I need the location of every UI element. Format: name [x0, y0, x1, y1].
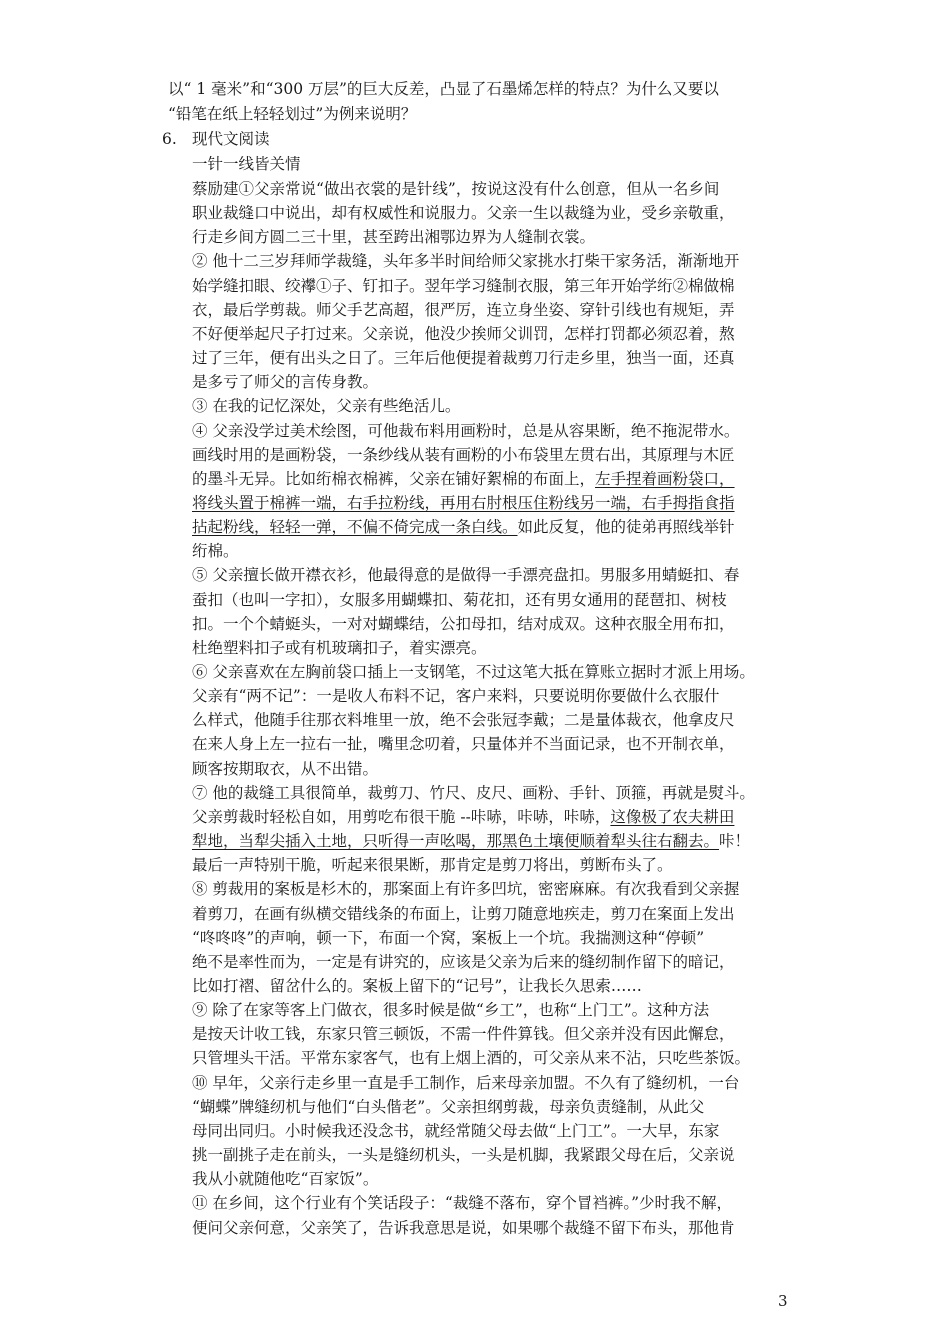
article-line [192, 1047, 750, 1069]
article-line [192, 661, 755, 683]
line-text: 职业裁缝口中说出，却有权威性和说服力。父亲一生以裁缝为业，受乡亲敬重， [192, 204, 735, 223]
article-line [192, 903, 735, 925]
line-text: 只管埋头干活。平常东家客气，也有上烟上酒的，可父亲从来不沾，只吃些茶饭。 [192, 1049, 751, 1068]
underlined-phrase: 将线头置于棉裤一端，右手拉粉线，再用右肘根压住粉线另一端，右手拇指食指 [192, 493, 735, 512]
line-text: 在来人身上左一拉右一扯，嘴里念叨着，只量体并不当面记录，也不开制衣单， [192, 735, 735, 754]
article-line [192, 299, 735, 321]
line-text: 是按天计收工钱，东家只管三顿饭，不需一件件算钱。但父亲并没有因此懈怠， [192, 1025, 735, 1044]
article-line [192, 226, 595, 248]
question-line-1: 以“ 1 毫米”和“300 万层”的巨大反差，凸显了石墨烯怎样的特点？为什么又要以 [168, 80, 719, 98]
article-line [192, 999, 709, 1021]
line-text: 最后一声特别干脆，听起来很果断，那肯定是剪刀将出，剪断布头了。 [192, 856, 673, 875]
article-line [192, 1217, 735, 1239]
line-text: 挑一副挑子走在前头，一头是缝纫机头，一头是机脚，我紧跟父母在后，父亲说 [192, 1146, 735, 1164]
line-text: 便问父亲何意，父亲笑了，告诉我意思是说，如果哪个裁缝不留下布头，那他肯 [192, 1218, 735, 1237]
line-text: 如此反复，他的徒弟再照线举针 [517, 518, 735, 537]
section-number: 6. [162, 130, 177, 148]
line-text: 不好便举起尺子打过来。父亲说，他没少挨师父训罚，怎样打罚都必须忍着，熬 [192, 324, 735, 343]
article-line [192, 878, 739, 900]
line-text: 么样式，他随手往那衣料堆里一放，绝不会张冠李戴；二是量体裁衣，他拿皮尺 [192, 711, 735, 730]
line-text: 绝不是率性而为，一定是有讲究的，应该是父亲为后来的缝纫制作留下的暗记， [192, 952, 735, 971]
article-line [192, 178, 719, 200]
line-text: 过了三年，便有出头之日了。三年后他便提着裁剪刀行走乡里，独当一面，还真 [192, 349, 735, 367]
page-number: 3 [778, 1292, 788, 1310]
article-line [192, 420, 739, 442]
article-line [192, 709, 735, 731]
article-line [192, 516, 735, 538]
article-line [192, 202, 735, 224]
line-text: 画线时用的是画粉袋，一条纱线从装有画粉的小布袋里左贯右出，其原理与木匠 [192, 445, 735, 464]
line-text: 杜绝塑料扣子或有机玻璃扣子，着实漂亮。 [192, 638, 487, 657]
line-text: 始学缝扣眼、绞襻①子、钉扣子。翌年学习缝制衣服，第三年开始学绗②棉做棉 [192, 276, 735, 295]
article-line [192, 564, 739, 586]
line-text: ④ 父亲没学过美术绘图，可他裁布料用画粉时，总是从容果断，绝不拖泥带水。 [192, 421, 740, 440]
line-text: 绗棉。 [192, 542, 239, 561]
article-line [192, 951, 735, 973]
article-line [192, 1120, 719, 1142]
line-text: ⑩ 早年，父亲行走乡里一直是手工制作，后来母亲加盟。不久有了缝纫机，一台 [192, 1073, 740, 1092]
article-line [192, 250, 739, 272]
article-line [192, 492, 735, 514]
article-line [192, 589, 727, 611]
line-text: 扣。一个个蜻蜓头，一对对蝴蝶结，公扣母扣，结对成双。这种衣服全用布扣， [192, 614, 735, 633]
article-line [192, 927, 704, 949]
underlined-phrase: 这像极了农夫耕田 [610, 807, 735, 826]
article-line [192, 637, 487, 659]
article-line [192, 444, 735, 466]
article-line [192, 1168, 378, 1190]
article-line [192, 323, 735, 345]
underlined-phrase: 左手捏着画粉袋口， [595, 469, 735, 488]
article-title: 一针一线皆关情 [192, 155, 301, 173]
line-text: 的墨斗无异。比如绗棉衣棉裤，父亲在铺好絮棉的布面上， [192, 469, 596, 488]
article-line [192, 371, 378, 393]
article-line [192, 830, 750, 852]
article-line [192, 1023, 735, 1045]
line-text: ⑪ 在乡间，这个行业有个笑话段子：“裁缝不落布，穿个冒裆裤。”少时我不解， [192, 1194, 733, 1213]
line-text: 着剪刀，在画有纵横交错线条的布面上，让剪刀随意地疾走，剪刀在案面上发出 [192, 904, 735, 923]
article-line [192, 1072, 739, 1094]
line-text: ③ 在我的记忆深处，父亲有些绝活儿。 [192, 397, 461, 416]
line-text: 衣，最后学剪裁。师父手艺高超，很严厉，连立身坐姿、穿针引线也有规矩，弄 [192, 300, 735, 319]
article-line [192, 613, 735, 635]
line-text: 蔡励建①父亲常说“做出衣裳的是针线”，按说这没有什么创意，但从一名乡间 [192, 180, 720, 198]
article-line [192, 758, 378, 780]
line-text: ⑥ 父亲喜欢在左胸前袋口插上一支钢笔，不过这笔大抵在算账立据时才派上用场。 [192, 663, 755, 681]
line-text: 我从小就随他吃“百家饭”。 [192, 1170, 379, 1189]
line-text: 顾客按期取衣，从不出错。 [192, 759, 379, 778]
article-line [192, 733, 735, 755]
line-text: 父亲剪裁时轻松自如，用剪吃布很干脆 --咔哧，咔哧，咔哧， [192, 807, 611, 826]
line-text: ⑨ 除了在家等客上门做衣，很多时候是做“乡工”，也称“上门工”。这种方法 [192, 1001, 710, 1020]
underlined-phrase: 犁地，当犁尖插入土地，只听得一声吆喝，那黑色土壤便顺着犁头往右翻去。 [192, 832, 720, 850]
article-line [192, 854, 673, 876]
line-text: 父亲有“两不记”：一是收人布料不记，客户来料，只要说明你要做什么衣服什 [192, 687, 720, 706]
article-line [192, 975, 642, 997]
line-text: “蝴蝶”牌缝纫机与他们“白头偕老”。父亲担纲剪裁，母亲负责缝制，从此父 [192, 1097, 705, 1116]
article-line [192, 806, 734, 828]
line-text: 蚕扣（也叫一字扣），女服多用蝴蝶扣、菊花扣，还有男女通用的琵琶扣、树枝 [192, 590, 727, 609]
article-line [192, 540, 239, 562]
article-line [192, 685, 719, 707]
line-text: ② 他十二三岁拜师学裁缝，头年多半时间给师父家挑水打柴干家务活，渐渐地开 [192, 252, 740, 271]
line-text: 行走乡间方圆二三十里，甚至跨出湘鄂边界为人缝制衣裳。 [192, 228, 596, 247]
line-text: 母同出同归。小时候我还没念书，就经常随父母去做“上门工”。一大早，东家 [192, 1121, 720, 1140]
article-line [192, 1096, 704, 1118]
line-text: ⑤ 父亲擅长做开襟衣衫，他最得意的是做得一手漂亮盘扣。男服多用蜻蜓扣、春 [192, 566, 740, 585]
article-line [192, 1144, 735, 1166]
article-line [192, 468, 735, 490]
article-line [192, 347, 735, 369]
article-line [192, 782, 755, 804]
article-line [192, 1192, 732, 1214]
section-label: 现代文阅读 [192, 130, 270, 148]
line-text: 咔！ [719, 832, 751, 850]
line-text: 比如打褶、留岔什么的。案板上留下的“记号”，让我长久思索…… [192, 976, 642, 995]
question-line-2: “铅笔在纸上轻轻划过”为例来说明？ [168, 105, 417, 123]
line-text: ⑧ 剪裁用的案板是杉木的，那案面上有许多凹坑，密密麻麻。有次我看到父亲握 [192, 880, 740, 899]
article-line [192, 275, 735, 297]
line-text: “咚咚咚”的声响，顿一下，布面一个窝，案板上一个坑。我揣测这种“停顿” [192, 928, 705, 947]
underlined-phrase: 拈起粉线，轻轻一弹，不偏不倚完成一条白线。 [192, 518, 518, 537]
article-line [192, 395, 460, 417]
line-text: ⑦ 他的裁缝工具很简单，裁剪刀、竹尺、皮尺、画粉、手针、顶箍，再就是熨斗。 [192, 783, 755, 802]
line-text: 是多亏了师父的言传身教。 [192, 373, 379, 392]
